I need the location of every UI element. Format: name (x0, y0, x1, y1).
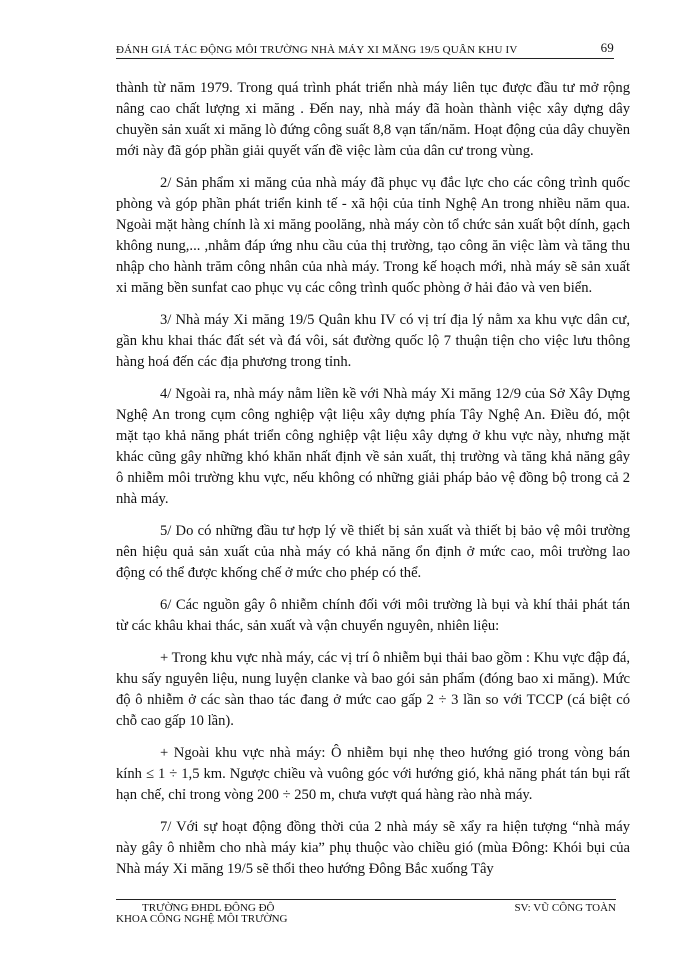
paragraph-item-3: 3/ Nhà máy Xi măng 19/5 Quân khu IV có vị trí địa lý nằm xa khu vực dân cư, gần khu khai thác đất sét và đá vôi, sát đường quốc lộ 7 thuận tiện cho việc lưu thông hàng hoá đến các địa phương trong tỉnh. (116, 312, 630, 370)
page-footer (116, 899, 616, 925)
footer-faculty: KHOA CÔNG NGHỆ MÔI TRƯỜNG (116, 913, 288, 925)
paragraph-bullet-inside: + Trong khu vực nhà máy, các vị trí ô nhiễm bụi thải bao gồm : Khu vực đập đá, khu sấy nguyên liệu, nung luyện clanke và bao gói sản phẩm (đóng bao xi măng). Mức độ ô nhiễm ở các sàn thao tác đang ở mức cao gấp 2 ÷ 3 lần so với TCCP (cá biệt có chỗ cao gấp 10 lần). (116, 650, 630, 729)
footer-institution (116, 903, 288, 925)
document-body (116, 78, 630, 891)
page-header (116, 40, 614, 59)
paragraph-item-4: 4/ Ngoài ra, nhà máy nằm liền kề với Nhà máy Xi măng 12/9 của Sở Xây Dựng Nghệ An trong cụm công nghiệp vật liệu xây dựng phía Tây Nghệ An. Điều đó, một mặt tạo khả năng phát triển công nghiệp vật liệu xây dựng ở khu vực này, nhưng mặt khác cũng gây những khó khăn nhất định về sản xuất, thị trường và tăng khả năng gây ô nhiễm môi trường khu vực, nếu không có những giải pháp bảo vệ đồng bộ trong cả 2 nhà máy. (116, 386, 630, 507)
paragraph-intro-continuation: thành từ năm 1979. Trong quá trình phát triển nhà máy liên tục được đầu tư mở rộng nâng cao chất lượng xi măng . Đến nay, nhà máy đã hoàn thành việc xây dựng dây chuyền sản xuất xi măng lò đứng công suất 8,8 vạn tấn/năm. Hoạt động của dây chuyền mới này đã góp phần giải quyết vấn đề việc làm của dân cư trong vùng. (116, 80, 630, 159)
paragraph-item-2: 2/ Sản phẩm xi măng của nhà máy đã phục vụ đắc lực cho các công trình quốc phòng và góp phần phát triển kinh tế - xã hội của tỉnh Nghệ An trong nhiều năm qua. Ngoài mặt hàng chính là xi măng poolăng, nhà máy còn tổ chức sản xuất bột dính, gạch không nung,... ,nhằm đáp ứng nhu cầu của thị trường, tạo công ăn việc làm và tăng thu nhập cho hành trăm công nhân của nhà máy. Trong kế hoạch mới, nhà máy sẽ sản xuất xi măng bền sunfat cao phục vụ các công trình quốc phòng ở hải đảo và ven biển. (116, 175, 630, 296)
paragraph-item-7: 7/ Với sự hoạt động đồng thời của 2 nhà máy sẽ xẩy ra hiện tượng “nhà máy này gây ô nhiễm cho nhà máy kia” phụ thuộc vào chiều gió (mùa Đông: Khói bụi của Nhà máy Xi măng 19/5 sẽ thổi theo hướng Đông Bắc xuống Tây (116, 819, 630, 877)
paragraph-bullet-outside: + Ngoài khu vực nhà máy: Ô nhiễm bụi nhẹ theo hướng gió trong vòng bán kính ≤ 1 ÷ 1,5 km. Ngược chiều và vuông góc với hướng gió, khả năng phát tán bụi rất hạn chế, chỉ trong vòng 200 ÷ 250 m, chưa vượt quá hàng rào nhà máy. (116, 745, 630, 803)
footer-author: SV: VŨ CÔNG TOÀN (514, 902, 616, 914)
paragraph-item-6: 6/ Các nguồn gây ô nhiễm chính đối với môi trường là bụi và khí thải phát tán từ các khâu khai thác, sản xuất và vận chuyển nguyên, nhiên liệu: (116, 597, 630, 634)
paragraph-item-5: 5/ Do có những đầu tư hợp lý về thiết bị sản xuất và thiết bị bảo vệ môi trường nên hiệu quả sản xuất của nhà máy có khả năng ổn định ở mức cao, môi trường lao động có thể được khống chế ở mức cho phép có thể. (116, 523, 630, 581)
footer-school: TRƯỜNG ĐHDL ĐÔNG ĐÔ (142, 902, 275, 914)
header-title: ĐÁNH GIÁ TÁC ĐỘNG MÔI TRƯỜNG NHÀ MÁY XI MĂNG 19/5 QUÂN KHU IV (116, 44, 518, 56)
page-number: 69 (600, 40, 614, 55)
